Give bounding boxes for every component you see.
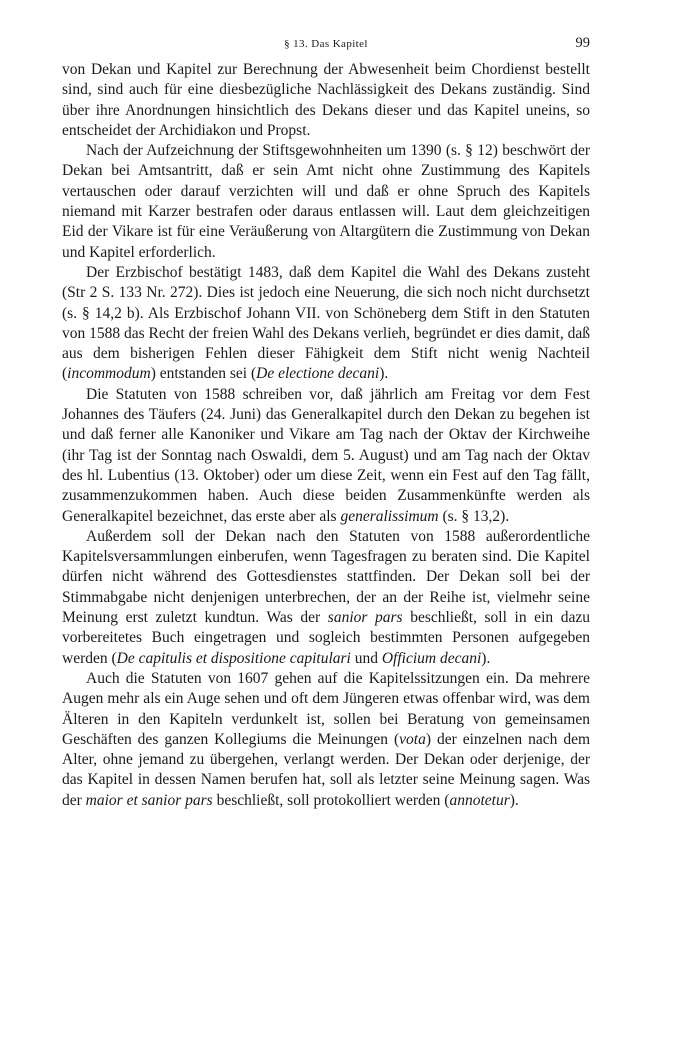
text-run: ) entstanden sei ( — [150, 365, 257, 383]
running-title: § 13. Das Kapitel — [284, 38, 368, 50]
text-run: beschließt, soll protokolliert werden ( — [212, 791, 450, 809]
italic-phrase: maior et sanior pars — [85, 791, 213, 809]
text-run: ). — [481, 649, 491, 667]
paragraph — [62, 527, 590, 669]
italic-phrase: Officium decani — [381, 649, 482, 667]
text-run: Außerdem soll der Dekan nach den Statuten von 1588 außerordentliche Kapitelsversammlungen einberufen, wenn Tagesfragen zu beraten sind. Die Kapitel dürfen nicht während des Gottesdienstes stattfinden. Der Dekan soll bei der Stimmabgabe nicht denjenigen unterbrechen, der an der Reihe ist, vielmehr seine Meinung erst zuletzt kundtun. Was der — [62, 527, 590, 627]
text-run: Der Erzbischof bestätigt 1483, daß dem Kapitel die Wahl des Dekans zusteht (Str 2 S. 133 Nr. 272). Dies ist jedoch eine Neuerung, die sich noch nicht durchsetzt (s. § 14,2 b). Als Erzbischof Johann VII. von Schöneberg dem Stift in den Statuten von 1588 das Recht der freien Wahl des Dekans verlieh, begründet er dies damit, daß aus dem bisherigen Fehlen dieser Fähigkeit dem Stift nicht wenig Nachteil ( — [62, 263, 590, 383]
running-head — [62, 36, 590, 60]
text-run: ). — [379, 365, 389, 383]
text-run: Nach der Aufzeichnung der Stiftsgewohnheiten um 1390 (s. § 12) beschwört der Dekan bei Amtsantritt, daß er sein Amt nicht ohne Zustimmung des Kapitels vertauschen oder darauf verzichten will und daß er ohne Spruch des Kapitels niemand mit Karzer bestrafen oder daraus entlassen will. Laut dem gleichzeitigen Eid der Vikare ist für eine Veräußerung von Altargütern die Zustimmung von Dekan und Kapitel erforderlich. — [62, 142, 590, 261]
paragraph — [62, 263, 590, 385]
text-run: beschließt, soll in ein dazu vorbereitetes Buch eingetragen und sogleich bestimmten Personen aufgegeben werden ( — [62, 609, 590, 667]
text-run: Die Statuten von 1588 schreiben vor, daß jährlich am Freitag vor dem Fest Johannes des Täufers (24. Juni) das Generalkapitel durch den Dekan zu begehen ist und daß ferner alle Kanoniker und Vikare am Tag nach der Oktav der Kirchweihe (ihr Tag ist der Sonntag nach Oswaldi, dem 5. August) und am Tag nach der Oktav des hl. Lubentius (13. Oktober) oder um diese Zeit, wenn ein Fest auf den Tag fällt, zusammenzukommen haben. Auch diese beiden Zusammenkünfte werden als Generalkapitel bezeichnet, das erste aber als — [62, 385, 590, 525]
italic-phrase: vota — [399, 730, 426, 748]
italic-phrase: sanior pars — [327, 609, 403, 627]
text-run: Auch die Statuten von 1607 gehen auf die Kapitelssitzungen ein. Da mehrere Augen mehr als ein Auge sehen und oft dem Jüngeren etwas offenbar wird, was dem Älteren in den Kapiteln verdunkelt ist, sollen bei Beratung von gemeinsamen Geschäften des ganzen Kollegiums die Meinungen ( — [62, 669, 590, 748]
italic-phrase: De electione decani — [256, 365, 380, 383]
italic-phrase: generalissimum — [340, 507, 439, 525]
italic-phrase: incommodum — [67, 365, 151, 383]
paragraph — [62, 60, 590, 141]
italic-phrase: De capitulis et dispositione capitulari — [116, 649, 351, 667]
paragraph — [62, 669, 590, 811]
text-run: und — [350, 649, 382, 667]
page-number: 99 — [575, 35, 590, 51]
italic-phrase: annotetur — [449, 791, 510, 809]
book-page — [62, 36, 590, 811]
text-run: ) der einzelnen nach dem Alter, ohne jemand zu übergehen, verlangt werden. Der Dekan oder derjenige, der das Kapitel in dessen Namen berufen hat, soll als letzter seine Meinung sagen. Was der — [62, 730, 591, 809]
text-run: von Dekan und Kapitel zur Berechnung der Abwesenheit beim Chordienst bestellt sind, sind auch für eine diesbezügliche Nachlässigkeit des Dekans zuständig. Sind über ihre Anordnungen hinsichtlich des Dekans dieser und das Kapitel uneins, so entscheidet der Archidiakon und Propst. — [62, 61, 590, 139]
text-run: ). — [509, 791, 519, 809]
body-text — [62, 60, 590, 811]
paragraph — [62, 141, 590, 263]
text-run: (s. § 13,2). — [438, 507, 510, 525]
paragraph — [62, 385, 590, 527]
